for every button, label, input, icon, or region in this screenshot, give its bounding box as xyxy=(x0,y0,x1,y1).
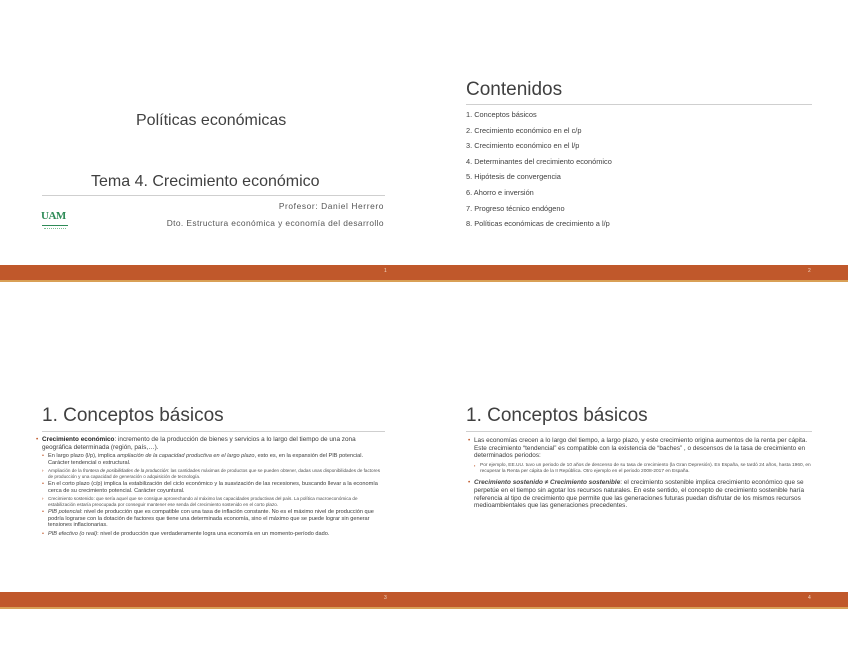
bullet-economias-crecen: • Las economías crecen a lo largo del tiempo, a largo plazo, y este crecimiento origina aumentos de la renta per cápita. Este crecimiento “tendencial” es compatible con la existencia de “baches” , o descensos de la tasa de crecimiento en determinados periodos: xyxy=(468,437,812,460)
term-sostenible: Crecimiento sostenido ≠ Crecimiento sostenible xyxy=(474,479,621,487)
term-pib-potencial: PIB potencial xyxy=(48,509,81,516)
contents-item: 1. Conceptos básicos xyxy=(466,110,537,119)
bullet-crecimiento xyxy=(36,436,384,451)
bullet-corto-plazo: • En el corto plazo (c/p) implica la estabilización del ciclo económico y la suavización de las recesiones, buscando llevar a la economía cerca de su crecimiento potencial. Carácter coyuntural. xyxy=(36,481,384,494)
professor-name: Profesor: Daniel Herrero xyxy=(278,201,384,211)
bullet-frontera xyxy=(36,468,384,479)
page-number-1: 1 xyxy=(384,268,387,274)
text-crecimiento: : incremento de la producción de bienes y servicios a lo largo del tiempo de una zona geográfica determinada (región, país,…). xyxy=(42,436,356,451)
bullet-sostenido: › Crecimiento sostenido: que sería aquel que se consigue aprovechando al máximo las capacidades productivas del país. La política macroeconómica de estabilización estaría preocupada por conseguir mantener ese senda del crecimiento sostenido en el corto plazo. xyxy=(36,496,384,507)
contents-item: 6. Ahorro e inversión xyxy=(466,187,534,197)
department-name: Dto. Estructura económica y economía del desarrollo xyxy=(166,218,384,228)
bullet-sostenible xyxy=(468,479,812,509)
slide3-title: 1. Conceptos básicos xyxy=(42,405,224,426)
bullet-ejemplo-eeuu: ▪ Por ejemplo, EE.UU. tuvo un periodo de 10 años de descenso de su tasa de crecimiento (la Gran Depresión). En España, se tardó 24 años, hasta 1960, en recuperar la Renta per cápita de la II República. Otro ejemplo en el periodo 2008-2017 en España. xyxy=(468,463,812,475)
term-crecimiento: Crecimiento económico xyxy=(42,436,115,443)
contents-item: 7. Progreso técnico endógeno xyxy=(466,203,565,213)
bullet-pib-potencial xyxy=(36,509,384,529)
text-largo-plazo-lead: En largo plazo (l/p), implica xyxy=(48,453,118,460)
footer-band-top xyxy=(0,265,848,282)
contents-list xyxy=(466,110,826,235)
contents-item: 3. Crecimiento económico en el l/p xyxy=(466,141,580,151)
page-number-4: 4 xyxy=(808,595,811,601)
slide3-divider xyxy=(42,431,385,432)
em-largo-plazo: ampliación de la capacidad productiva en el largo plazo xyxy=(117,453,255,460)
contents-title: Contenidos xyxy=(466,79,563,100)
page-number-3: 3 xyxy=(384,595,387,601)
text-frontera: : las cantidades máximas de productos que se pueden obtener, dadas unas disponibilidades de factores de producción y una capacidad de generación o adquisición de tecnología. xyxy=(48,468,380,479)
contents-item: 4. Determinantes del crecimiento económico xyxy=(466,156,612,166)
em-frontera: frontera de posibilidades de la producción xyxy=(82,468,169,474)
uam-logo-text: UAM xyxy=(41,210,66,222)
text-pib-efectivo: : nivel de producción que verdaderamente logra una economía en un momento-período dado. xyxy=(97,530,330,537)
bullet-largo-plazo xyxy=(36,453,384,466)
uam-logo-underline xyxy=(42,225,68,226)
contents-item: 2. Crecimiento económico en el c/p xyxy=(466,125,582,135)
text-frontera-lead: Ampliación de la xyxy=(48,468,83,474)
contents-item: 8. Políticas económicas de crecimiento a l/p xyxy=(466,219,610,229)
uam-logo-dots xyxy=(44,228,66,231)
text-pib-potencial: : nivel de producción que es compatible con una tasa de inflación constante. No es el máximo nivel de producción que podría lograrse con la dotación de factores que tiene una determinada economía, sino el máximo que se puede lograr sin generar tensiones inflacionarias. xyxy=(48,509,374,529)
slide4-title: 1. Conceptos básicos xyxy=(466,405,648,426)
contents-item: 5. Hipótesis de convergencia xyxy=(466,172,561,182)
slide4-body xyxy=(468,437,812,512)
page-number-2: 2 xyxy=(808,268,811,274)
topic-title: Tema 4. Crecimiento económico xyxy=(91,173,320,190)
bullet-pib-efectivo xyxy=(36,531,384,538)
text-sostenible: : el crecimiento sostenible implica crecimiento económico que se perpetúe en el tiempo sin agotar los recursos naturales. En este sentido, el concepto de crecimiento sostenible haría referencia al tipo de crecimiento que permite que las generaciones futuras puedan disfrutar de los mismos recursos medioambientales que las generaciones precedentes. xyxy=(474,479,805,510)
text-largo-plazo: , esto es, en la expansión del PIB potencial. Carácter tendencial o estructural. xyxy=(48,453,364,466)
slide3-body xyxy=(36,436,384,540)
contents-divider xyxy=(466,104,812,105)
title-divider xyxy=(42,195,385,196)
slide4-divider xyxy=(466,431,812,432)
term-pib-efectivo: PIB efectivo (o real) xyxy=(48,530,98,537)
uam-logo xyxy=(40,210,72,232)
footer-band-bottom xyxy=(0,592,848,609)
presentation-title: Políticas económicas xyxy=(136,112,287,129)
